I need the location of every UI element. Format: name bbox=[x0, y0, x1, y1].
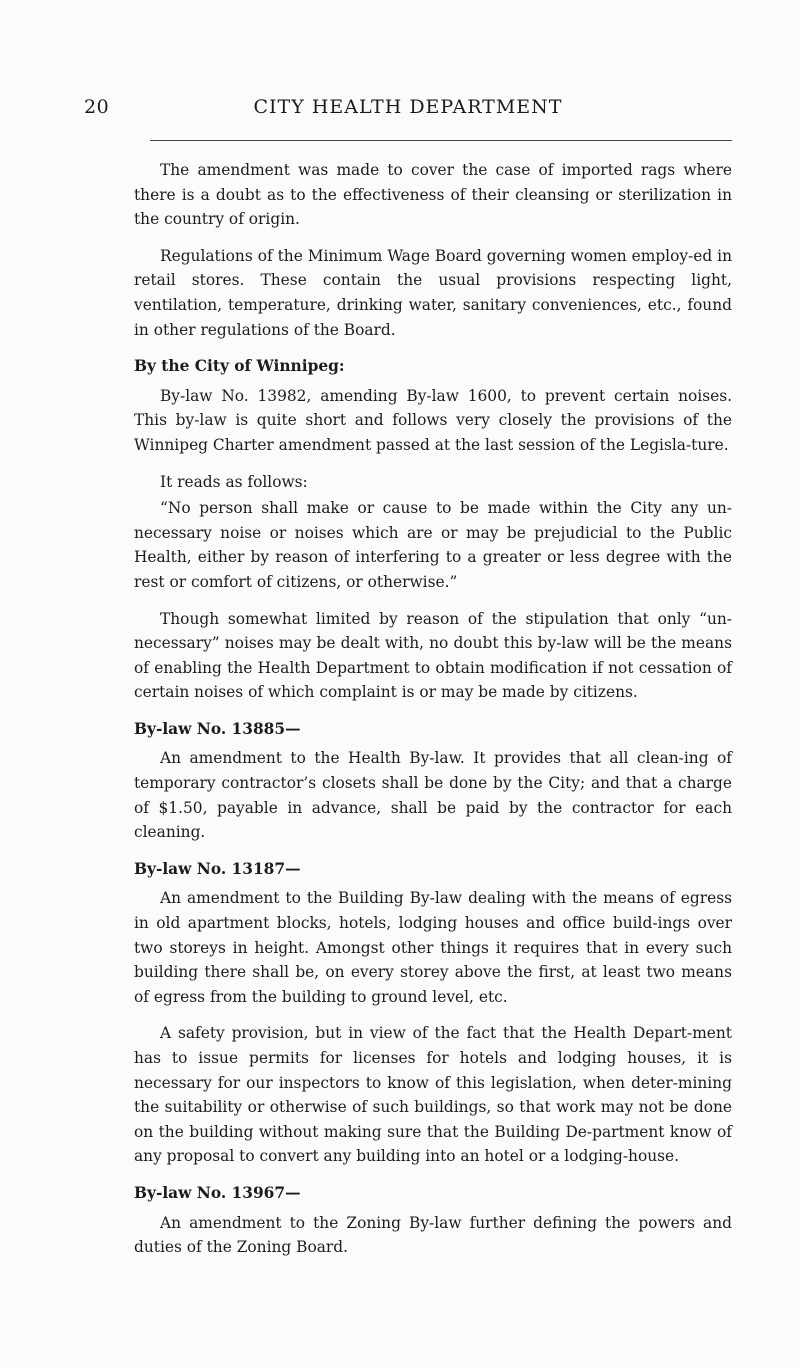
page-number: 20 bbox=[84, 96, 110, 118]
running-title: CITY HEALTH DEPARTMENT bbox=[253, 96, 563, 118]
heading-bylaw-13187: By-law No. 13187— bbox=[134, 859, 301, 878]
paragraph-reads-as-follows: It reads as follows: bbox=[160, 472, 308, 491]
header-rule bbox=[150, 140, 732, 141]
paragraph-quote: “No person shall make or cause to be made within the City any un-necessary noise or noises which are or may be prejudicial to the Public Health, either by reason of interfering to a greater or less degree with the rest or comfort of citizens, or otherwise.” bbox=[134, 499, 732, 591]
paragraph-bylaw-13982: By-law No. 13982, amending By-law 1600, to prevent certain noises. This by-law is quite short and follows very closely the provisions of the Winnipeg Charter amendment passed at the last session of the Legisla-ture. bbox=[134, 386, 732, 454]
paragraph-bylaw-13967: An amendment to the Zoning By-law further defining the powers and duties of the Zoning Board. bbox=[134, 1213, 732, 1257]
page-body bbox=[134, 158, 732, 1272]
heading-bylaw-13885: By-law No. 13885— bbox=[134, 719, 301, 738]
heading-city-of-winnipeg: By the City of Winnipeg: bbox=[134, 357, 345, 376]
paragraph-minimum-wage: Regulations of the Minimum Wage Board governing women employ-ed in retail stores. These contain the usual provisions respecting light, ventilation, temperature, drinking water, sanitary conveniences, etc., found in other regulations of the Board. bbox=[134, 246, 732, 339]
paragraph-bylaw-13885: An amendment to the Health By-law. It provides that all clean-ing of temporary contractor’s closets shall be done by the City; and that a charge of $1.50, payable in advance, shall be paid by the contractor for each cleaning. bbox=[134, 749, 732, 842]
paragraph-limited-noises: Though somewhat limited by reason of the stipulation that only “un-necessary” noises may be dealt with, no doubt this by-law will be the means of enabling the Health Department to obtain modification if not cessation of certain noises of which complaint is or may be made by citizens. bbox=[134, 609, 732, 702]
heading-bylaw-13967: By-law No. 13967— bbox=[134, 1183, 301, 1202]
paragraph-bylaw-13187: An amendment to the Building By-law dealing with the means of egress in old apartment blocks, hotels, lodging houses and office build-ings over two storeys in height. Amongst other things it requires that in every such building there shall be, on every storey above the first, at least two means of egress from the building to ground level, etc. bbox=[134, 889, 732, 1006]
paragraph-safety-provision: A safety provision, but in view of the fact that the Health Depart-ment has to issue permits for licenses for hotels and lodging houses, it is necessary for our inspectors to know of this legislation, when deter-mining the suitability or otherwise of such buildings, so that work may not be done on the building without making sure that the Building De-partment know of any proposal to convert any building into an hotel or a lodging-house. bbox=[134, 1024, 732, 1166]
page-header bbox=[84, 96, 732, 126]
paragraph-imported-rags: The amendment was made to cover the case of imported rags where there is a doubt as to the effectiveness of their cleansing or sterilization in the country of origin. bbox=[134, 161, 732, 229]
